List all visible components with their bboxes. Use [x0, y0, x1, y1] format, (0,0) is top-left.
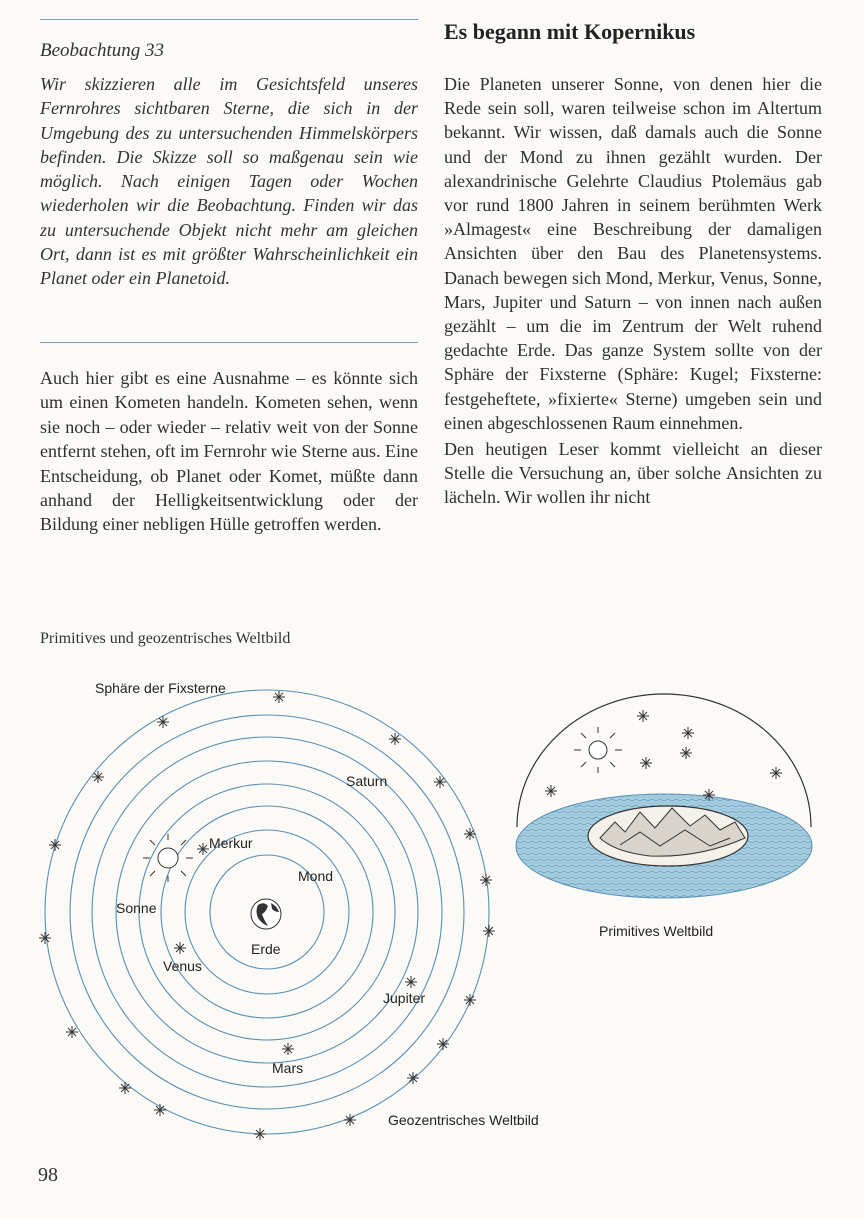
section-title: Es begann mit Kopernikus: [444, 19, 696, 44]
label-merkur: Merkur: [209, 835, 253, 851]
venus-star-icon: [174, 942, 186, 954]
label-primitiv: Primitives Weltbild: [599, 923, 714, 939]
page-number: 98: [38, 1164, 58, 1186]
jupiter-star-icon: [405, 976, 417, 988]
label-jupiter: Jupiter: [383, 990, 426, 1006]
label-sonne: Sonne: [116, 900, 157, 916]
label-mars: Mars: [272, 1060, 304, 1076]
merkur-star-icon: [197, 843, 209, 855]
left-body-text: Auch hier gibt es eine Ausnahme – es könnte sich um einen Kometen handeln. Kometen sehen, wenn sie noch – oder wieder – relativ weit von der Sonne entfernt stehen, oft im Fernrohr wie Sterne aus. Eine Entscheidung, ob Planet oder Komet, müßte dann anhand der Helligkeitsentwicklung oder der Bildung einer nebligen Hülle getroffen werden.: [40, 368, 418, 535]
observation-text: Wir skizzieren alle im Gesichtsfeld unseres Fernrohres sichtbaren Sterne, die sich in der Umgebung des zu untersuchenden Himmelskörpers befinden. Die Skizze soll so maßgenau sein wie möglich. Nach einigen Tagen oder Wochen wiederholen wir die Beobachtung. Finden wir das zu untersuchende Objekt nicht mehr am gleichen Ort, dann ist es mit größter Wahrscheinlichkeit ein Planet oder ein Planetoid.: [40, 74, 418, 289]
primitive-stars: [545, 710, 782, 801]
observation-title: Beobachtung 33: [40, 40, 165, 61]
label-venus: Venus: [163, 958, 202, 974]
label-erde: Erde: [251, 941, 281, 957]
paragraph-2: Den heutigen Leser kommt vielleicht an dieser Stelle die Versuchung an, über solche Ansichten zu lächeln. Wir wollen ihr nicht: [444, 439, 822, 508]
label-saturn: Saturn: [346, 773, 388, 789]
primitive-diagram: [516, 694, 812, 939]
saturn-star-icon: [389, 733, 401, 745]
label-mond: Mond: [298, 868, 334, 884]
moon-icon: [288, 864, 297, 882]
primitive-moon-icon: [721, 724, 731, 744]
paragraph-1: Die Planeten unserer Sonne, von denen hier die Rede sein soll, waren teilweise schon im Altertum bekannt. Wir wissen, daß damals auch die Sonne und der Mond zu ihnen gezählt wurden. Der alexandrinische Gelehrte Claudius Ptolemäus gab vor rund 1800 Jahren in seinem berühmten Werk »Almagest« eine Beschreibung der damaligen Ansichten über den Bau des Planetensystems. Danach bewegen sich Mond, Merkur, Venus, Sonne, Mars, Jupiter und Saturn – von innen nach außen gezählt – um die im Zentrum der Welt ruhend gedachte Erde. Das ganze System sollte von der Sphäre der Fixsterne (Sphäre: Kugel; Fixsterne: festgeheftete, »fixierte« Sterne) umgeben sein und einen abgeschlossenen Raum einnehmen.: [444, 74, 822, 433]
primitive-sun-icon: [574, 727, 622, 773]
figure-caption: Primitives und geozentrisches Weltbild: [40, 630, 291, 647]
earth-icon: [251, 899, 281, 929]
label-fixsterne: Sphäre der Fixsterne: [95, 680, 226, 696]
mars-star-icon: [282, 1043, 294, 1055]
label-geozentrisch: Geozentrisches Weltbild: [388, 1112, 539, 1128]
land-disc-icon: [588, 806, 748, 866]
